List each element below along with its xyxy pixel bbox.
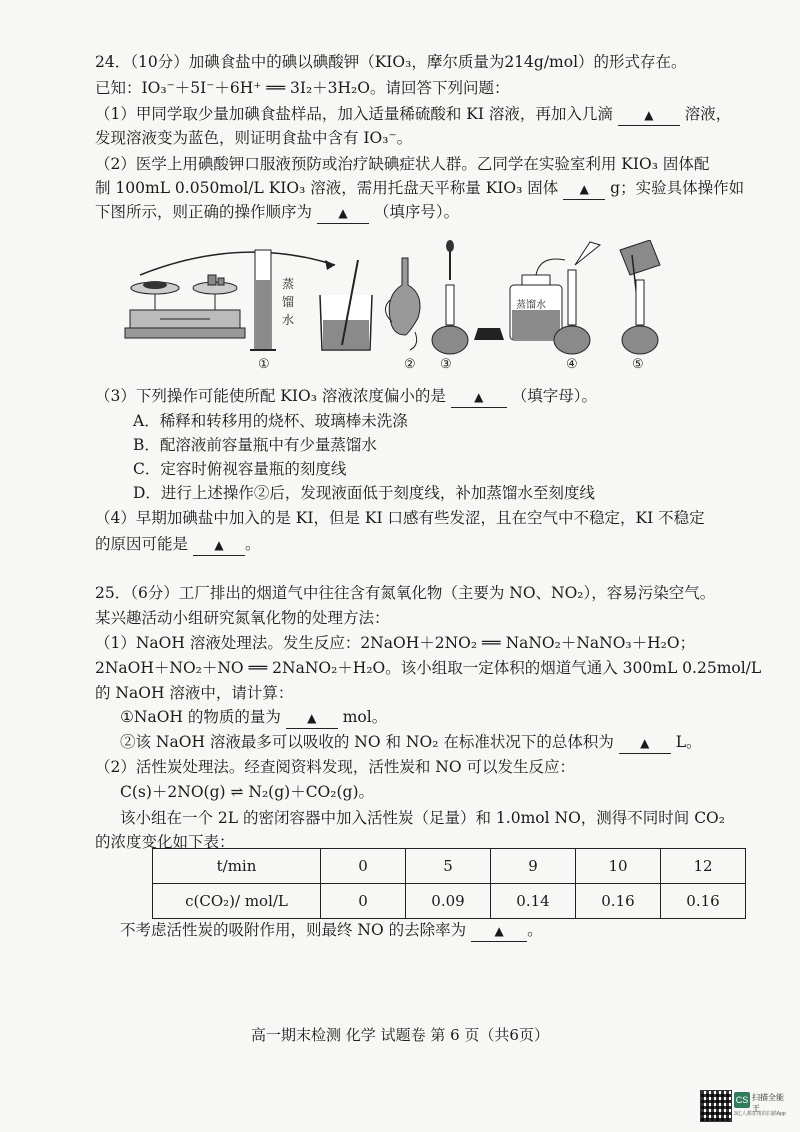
fig-label: ① [258,357,270,372]
q24-part1-line1 [95,104,745,126]
q25-part3: 不考虑活性炭的吸附作用，则最终 NO 的去除率为 ▲ 。 [120,920,770,942]
stopper-icon [474,328,504,340]
table-header-concentration: c(CO₂)/ mol/L [153,884,321,919]
table-cell: 5 [406,849,491,884]
q25-sub2-text-b: L。 [675,733,702,751]
fig-label: ④ [566,357,578,372]
qr-code-icon [700,1090,732,1122]
water-label-1: 蒸 [282,277,295,291]
fig-label: ③ [440,357,452,372]
table-header-time: t/min [153,849,321,884]
q24-part2-line3 [95,202,745,224]
q24-part2-line1: （2）医学上用碘酸钾口服液预防或治疗缺碘症状人群。乙同学在实验室利用 KIO₃ 固体配 [95,155,710,173]
q25-sub2 [120,732,770,754]
q25-sub1-text-b: mol。 [342,708,388,726]
answer-blank[interactable]: ▲ [619,732,671,754]
table-cell: 0 [321,849,406,884]
transfer-arrow [140,252,335,275]
camscanner-logo-icon: CS [734,1092,750,1108]
water-label-2: 馏 [282,295,295,309]
volumetric-flask-dropper-icon [432,240,468,354]
q25-part2-line3: 的浓度变化如下表： [95,833,235,851]
table-cell: 10 [576,849,661,884]
experiment-apparatus-figure [120,240,680,375]
shaking-flask-icon [385,258,420,350]
option-c: C．定容时俯视容量瓶的刻度线 [133,460,347,478]
table-row [153,849,746,884]
answer-blank[interactable]: ▲ [471,920,527,942]
option-b: B．配溶液前容量瓶中有少量蒸馏水 [133,436,377,454]
q24-part1-text-b: 溶液， [684,105,732,123]
table-cell: 0.16 [661,884,746,919]
q24-part2-text-b2: g；实验具体操作如 [610,179,745,197]
answer-blank[interactable]: ▲ [317,202,369,224]
pouring-flask-icon [620,240,660,354]
q25-part1-line1: （1）NaOH 溶液处理法。发生反应：2NaOH＋2NO₂ ══ NaNO₂＋NaNO₃＋H₂O； [95,634,696,652]
table-cell: 9 [491,849,576,884]
answer-blank[interactable]: ▲ [193,534,245,556]
answer-blank[interactable]: ▲ [286,707,338,729]
q24-part2-text-c2: （填序号）。 [373,203,460,221]
q25-sub1 [120,707,770,729]
q24-part1-text-a: （1）甲同学取少量加碘食盐样品，加入适量稀硫酸和 KI 溶液，再加入几滴 [95,105,613,123]
q24-part4-text-b: 的原因可能是 [95,535,189,553]
table-cell: 0 [321,884,406,919]
q25-intro: 某兴趣活动小组研究氮氧化物的处理方法： [95,609,390,627]
q24-part3-line1 [95,386,745,408]
table-row [153,884,746,919]
q24-part2-text-b1: 制 100mL 0.050mol/L KIO₃ 溶液，需用托盘天平称量 KIO₃ 固体 [95,179,559,197]
beaker-icon [320,260,372,350]
q25-sub2-text-a: ②该 NaOH 溶液最多可以吸收的 NO 和 NO₂ 在标准状况下的总体积为 [120,733,614,751]
q25-part1-line3: 的 NaOH 溶液中，请计算： [95,684,294,702]
q25-part2-line1: （2）活性炭处理法。经查阅资料发现，活性炭和 NO 可以发生反应： [95,758,575,776]
scanner-title: 扫描全能王 [752,1093,784,1113]
answer-blank[interactable]: ▲ [451,386,507,408]
co2-concentration-table [152,848,746,919]
balance-icon [125,275,245,338]
q24-part4-line2: 的原因可能是 ▲ 。 [95,534,745,556]
q24-part4-line1: （4）早期加碘盐中加入的是 KI，但是 KI 口感有些发涩，且在空气中不稳定，KI 不稳定 [95,509,705,527]
option-d: D．进行上述操作②后，发现液面低于刻度线，补加蒸馏水至刻度线 [133,484,595,502]
wash-bottle-label: 蒸馏水 [516,300,546,311]
arrow-head-icon [325,260,335,270]
q24-part2-line2 [95,178,745,200]
table-cell: 0.09 [406,884,491,919]
fig-label: ⑤ [632,357,644,372]
fig-label: ② [404,357,416,372]
q24-part2-text-c1: 下图所示，则正确的操作顺序为 [95,203,313,221]
table-cell: 0.16 [576,884,661,919]
option-a: A．稀释和转移用的烧杯、玻璃棒未洗涤 [133,412,408,430]
scanner-watermark [700,1090,786,1124]
q24-known: 已知：IO₃⁻＋5I⁻＋6H⁺ ══ 3I₂＋3H₂O。请回答下列问题： [95,79,510,97]
answer-blank[interactable]: ▲ [618,104,680,126]
q25-sub1-text-a: ①NaOH 的物质的量为 [120,708,281,726]
scanner-subtitle: 3亿人都在用的扫描App [734,1111,786,1117]
q24-part3-text-b: （填字母）。 [511,387,597,405]
measuring-cylinder-icon [250,250,276,350]
q25-part2-equation: C(s)＋2NO(g) ⇌ N₂(g)＋CO₂(g)。 [120,783,374,801]
q25-part1-line2: 2NaOH＋NO₂＋NO ══ 2NaNO₂＋H₂O。该小组取一定体积的烟道气通入 300mL 0.25mol/L [95,659,762,677]
page-footer: 高一期末检测 化学 试题卷 第 6 页（共6页） [251,1026,549,1044]
q24-part1-line2: 发现溶液变为蓝色，则证明食盐中含有 IO₃⁻。 [95,129,413,147]
q24-heading: 24．（10分）加碘食盐中的碘以碘酸钾（KIO₃，摩尔质量为214g/mol）的形式存在。 [95,53,687,71]
water-label-3: 水 [282,313,295,327]
q25-part3-text-a: 不考虑活性炭的吸附作用，则最终 NO 的去除率为 [120,921,467,939]
q25-heading: 25．（6分）工厂排出的烟道气中往往含有氮氧化物（主要为 NO、NO₂），容易污染空气。 [95,584,716,602]
q25-part2-line2: 该小组在一个 2L 的密闭容器中加入活性炭（足量）和 1.0mol NO，测得不同时间 CO₂ [120,809,725,827]
q24-part3-text-a: （3）下列操作可能使所配 KIO₃ 溶液浓度偏小的是 [95,387,446,405]
answer-blank[interactable]: ▲ [563,178,605,200]
table-cell: 0.14 [491,884,576,919]
table-cell: 12 [661,849,746,884]
